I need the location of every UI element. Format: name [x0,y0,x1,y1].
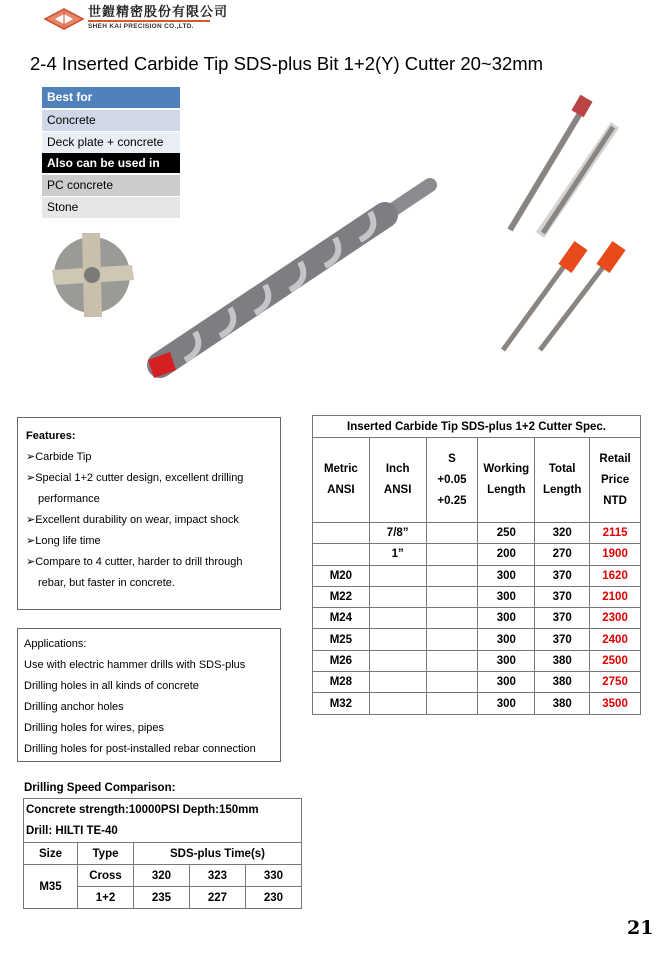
spec-header-line: NTD [603,494,627,507]
spec-cell [426,523,478,544]
spec-cell: 380 [535,693,590,714]
spec-header-line: +0.25 [437,494,467,507]
spec-row [313,693,641,714]
spec-cell [313,523,370,544]
application-item: Drilling holes for wires, pipes [24,722,164,734]
spec-header-line: Metric [323,463,358,475]
spec-cell [369,565,426,586]
spec-header-line: ANSI [327,484,355,496]
spec-cell: 1” [369,544,426,565]
spec-row [313,544,641,565]
drill-bit-image [140,170,440,385]
spec-cell [369,629,426,650]
price-cell: 2115 [590,523,641,544]
spec-cell [426,608,478,629]
features-box [17,417,281,610]
spec-cell [369,672,426,693]
test-drill: Drill: HILTI TE-40 [24,821,302,843]
spec-cell: 380 [535,650,590,671]
speed-comparison-title: Drilling Speed Comparison: [24,782,176,794]
spec-cell [313,544,370,565]
spec-cell: 380 [535,672,590,693]
spec-cell [426,544,478,565]
spec-cell: 7/8” [369,523,426,544]
price-cell: 1900 [590,544,641,565]
header-time: SDS-plus Time(s) [134,843,302,865]
spec-cell: M32 [313,693,370,714]
feature-item-cont: rebar, but faster in concrete. [38,577,175,589]
page-title: 2-4 Inserted Carbide Tip SDS-plus Bit 1+2(Y) Cutter 20~32mm [30,53,544,74]
spec-row [313,608,641,629]
speed-comparison-table [23,798,302,909]
spec-header-cell [535,438,590,523]
cutter-head-image [42,225,142,325]
spec-row [313,523,641,544]
spec-header-line: S [448,452,456,465]
bits-with-labels-image [495,238,635,358]
spec-cell: M26 [313,650,370,671]
spec-cell [426,693,478,714]
spec-cell: M25 [313,629,370,650]
spec-header-cell [426,438,478,523]
spec-cell [426,650,478,671]
spec-header-line: Length [487,484,526,496]
spec-row [313,629,641,650]
price-cell: 3500 [590,693,641,714]
spec-cell: 370 [535,565,590,586]
spec-row [313,586,641,607]
best-for-header: Best for [42,87,180,108]
spec-header-line: Retail [599,452,631,465]
spec-cell [369,586,426,607]
also-used-header: Also can be used in [42,153,180,173]
spec-cell: 320 [535,523,590,544]
price-cell: 2300 [590,608,641,629]
price-cell: 2500 [590,650,641,671]
feature-item: ➢Carbide Tip [26,451,92,463]
application-item: Drilling anchor holes [24,701,124,713]
feature-item-cont: performance [38,493,100,505]
spec-header-line: Inch [385,463,410,475]
application-item: Drilling holes in all kinds of concrete [24,680,199,692]
spec-cell [426,565,478,586]
spec-row [313,672,641,693]
spec-row [313,565,641,586]
time-cell: 320 [134,865,190,887]
also-used-item: Stone [42,197,180,218]
type-cell: 1+2 [78,887,134,909]
spec-cell [369,693,426,714]
spec-cell: 370 [535,629,590,650]
also-used-item: PC concrete [42,175,180,196]
time-cell: 230 [245,887,301,909]
spec-cell: 300 [478,608,535,629]
price-cell: 1620 [590,565,641,586]
company-logo-icon [43,7,85,31]
time-cell: 323 [189,865,245,887]
spec-cell: M22 [313,586,370,607]
spec-cell [426,586,478,607]
spec-cell: M28 [313,672,370,693]
best-for-item: Concrete [42,110,180,131]
price-cell: 2400 [590,629,641,650]
size-cell: M35 [24,865,78,909]
spec-cell: 370 [535,608,590,629]
spec-cell [369,608,426,629]
logo-chinese-name: 世鎧精密股份有限公司 [88,4,229,19]
feature-item: ➢Excellent durability on wear, impact shock [26,514,239,526]
spec-cell: 300 [478,565,535,586]
spec-cell [369,650,426,671]
time-cell: 227 [189,887,245,909]
spec-cell: M20 [313,565,370,586]
header-type: Type [78,843,134,865]
logo-underline [88,20,210,22]
price-cell: 2750 [590,672,641,693]
spec-cell: 200 [478,544,535,565]
type-cell: Cross [78,865,134,887]
spec-header-cell [369,438,426,523]
spec-cell [426,629,478,650]
test-condition: Concrete strength:10000PSI Depth:150mm [24,799,302,821]
speed-row [24,865,302,887]
spec-table [312,415,641,715]
applications-title: Applications: [24,638,87,650]
spec-cell [426,672,478,693]
feature-item: ➢Special 1+2 cutter design, excellent drilling [26,472,244,484]
application-item: Drilling holes for post-installed rebar connection [24,743,256,755]
spec-header-line: ANSI [383,484,412,496]
spec-cell: 300 [478,672,535,693]
spec-cell: 300 [478,629,535,650]
spec-header-line: Total [548,463,576,475]
price-cell: 2100 [590,586,641,607]
spec-cell: 370 [535,586,590,607]
header-size: Size [24,843,78,865]
spec-row [313,650,641,671]
spec-header-cell [590,438,641,523]
spec-cell: 300 [478,650,535,671]
feature-item: ➢Long life time [26,535,101,547]
spec-cell: 270 [535,544,590,565]
application-item: Use with electric hammer drills with SDS-plus [24,659,246,671]
spec-header-line: Working [483,463,530,475]
features-title: Features: [26,430,76,442]
spec-header-cell [478,438,535,523]
spec-cell: 300 [478,586,535,607]
time-cell: 330 [245,865,301,887]
spec-cell: M24 [313,608,370,629]
packaged-bits-image [495,95,625,240]
applications-box [17,628,281,762]
best-for-item: Deck plate + concrete [42,132,180,153]
spec-cell: 250 [478,523,535,544]
spec-cell: 300 [478,693,535,714]
logo-english-name: SHEH KAI PRECISION CO.,LTD. [88,23,194,30]
spec-table-title: Inserted Carbide Tip SDS-plus 1+2 Cutter Spec. [313,416,641,438]
time-cell: 235 [134,887,190,909]
spec-header-line: Length [543,484,582,496]
spec-header-cell [313,438,370,523]
feature-item: ➢Compare to 4 cutter, harder to drill through [26,556,243,568]
spec-header-line: Price [600,473,630,486]
spec-header-line: +0.05 [437,473,467,486]
page-number: 21 [627,917,654,939]
